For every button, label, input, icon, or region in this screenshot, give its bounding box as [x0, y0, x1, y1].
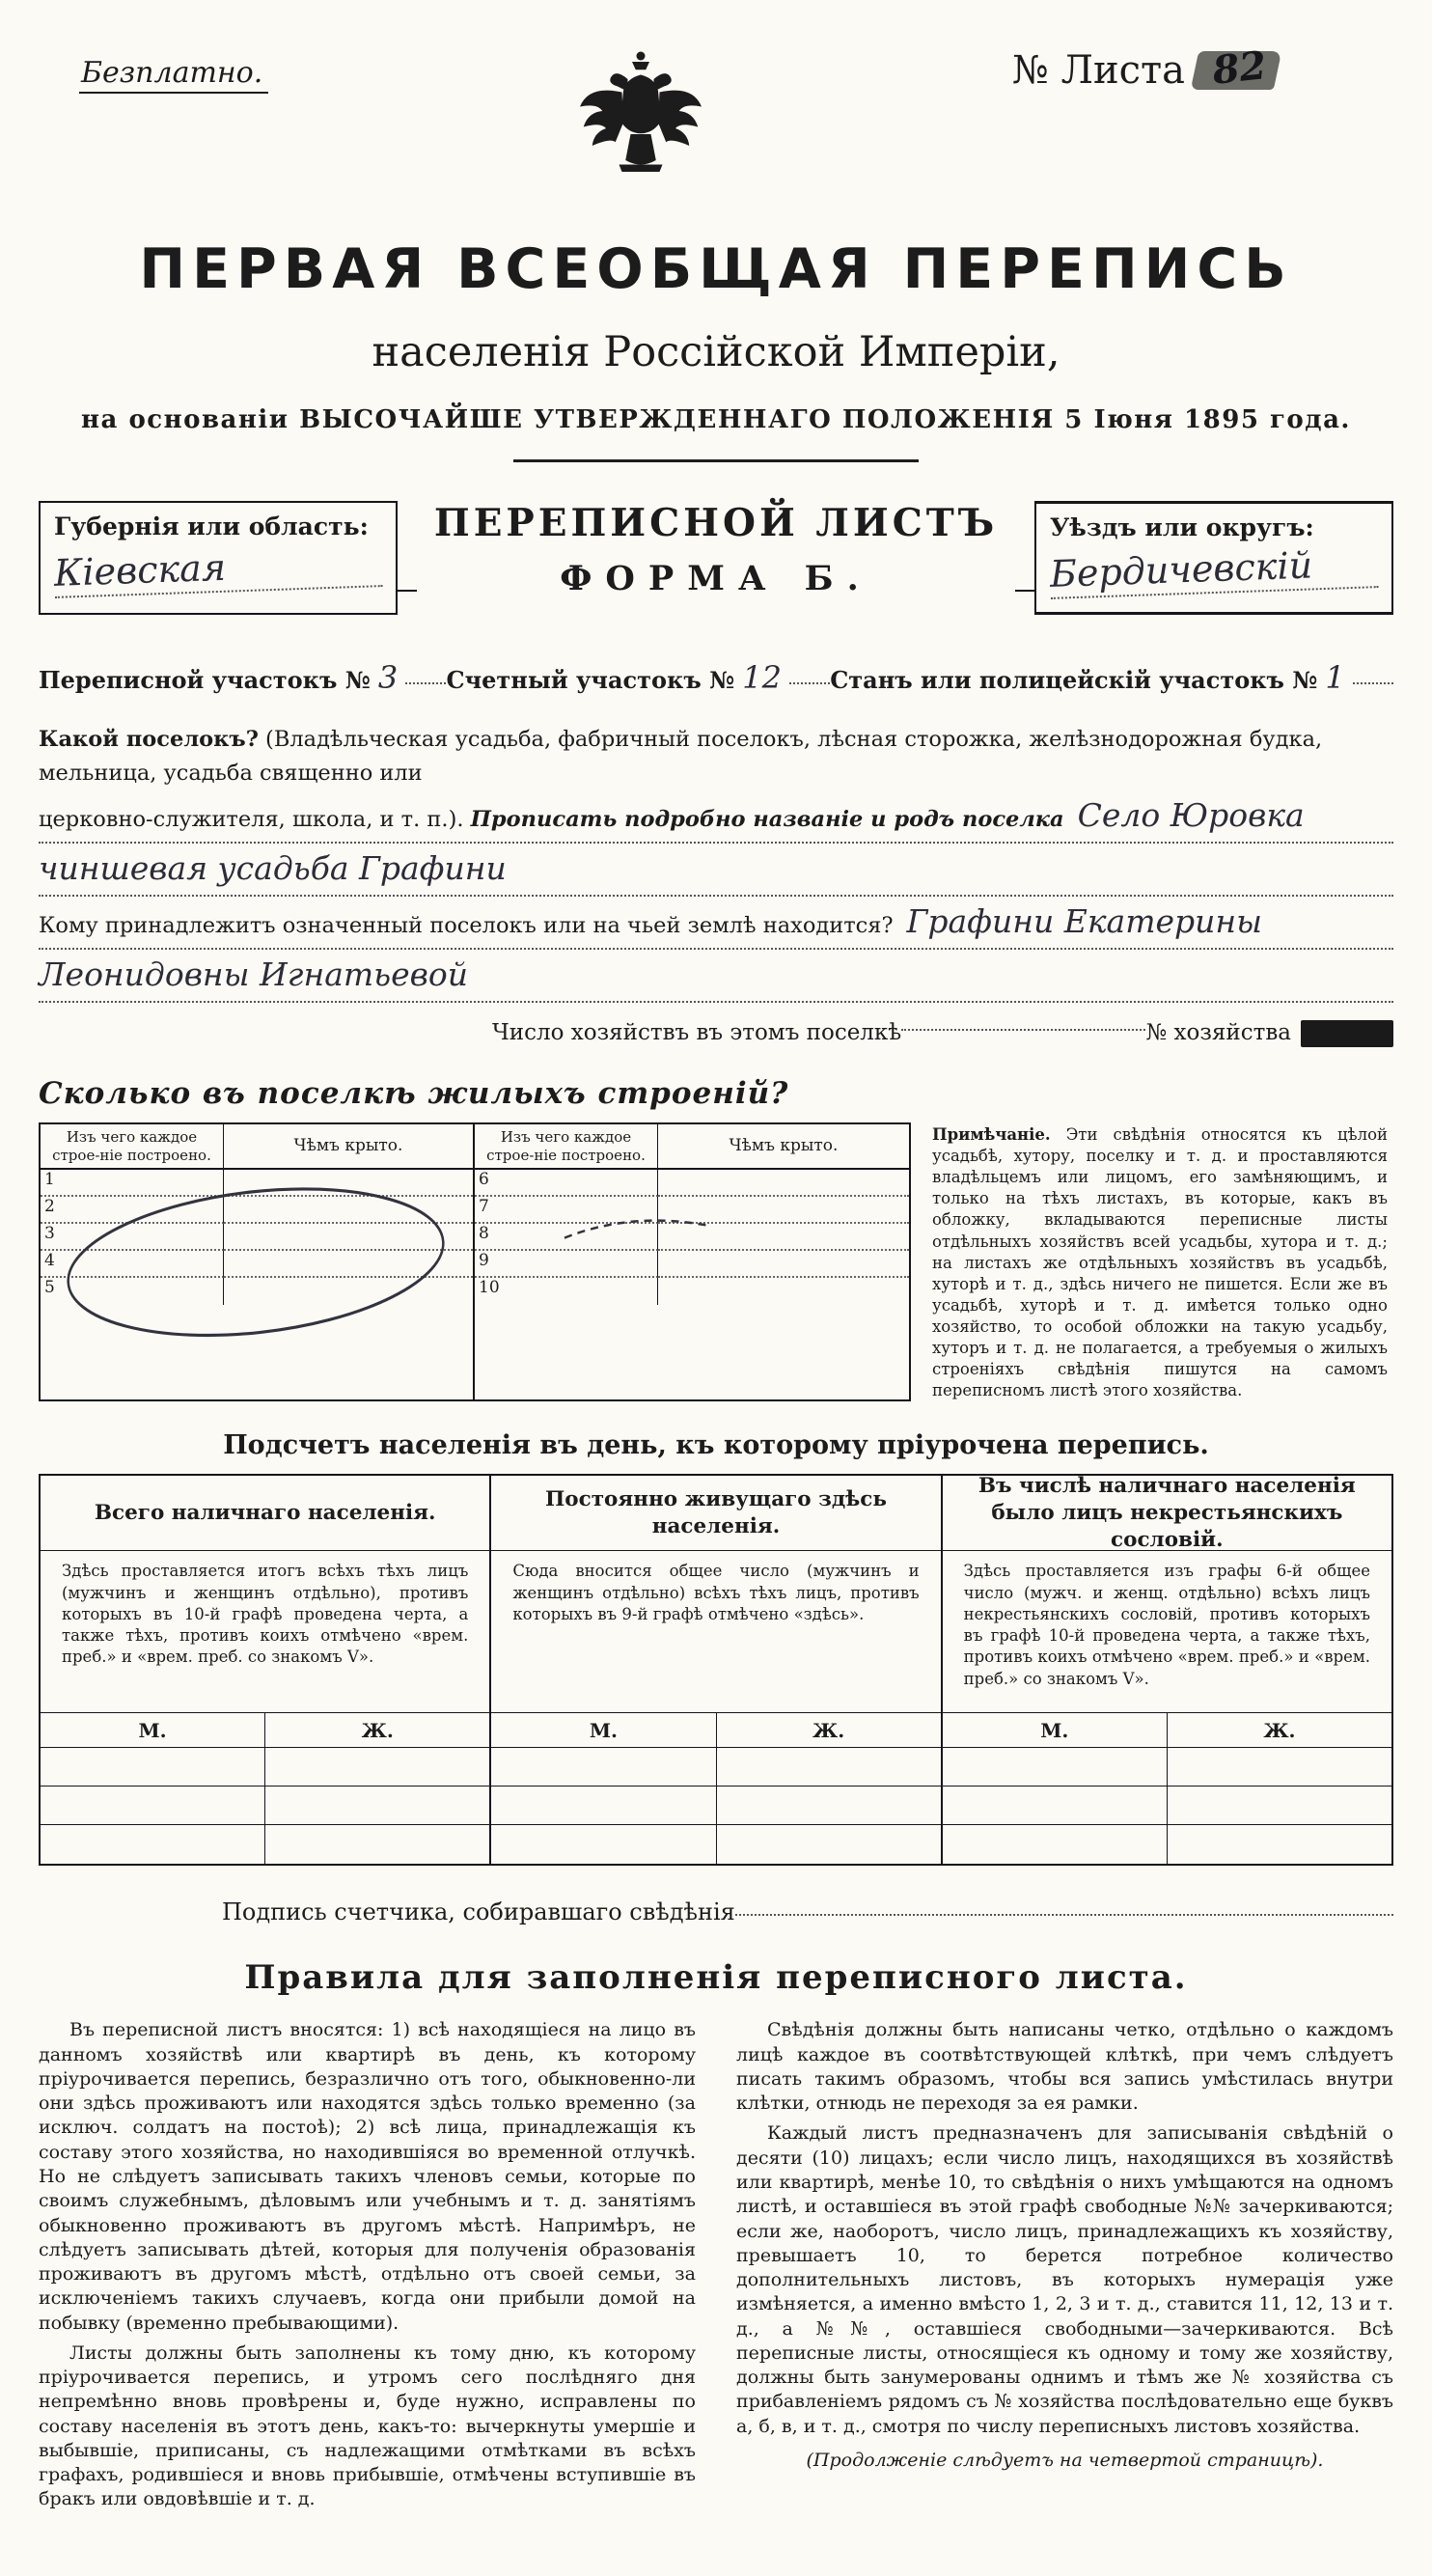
count-row [41, 1787, 489, 1825]
row-number: 10 [475, 1278, 658, 1305]
row-number: 9 [475, 1251, 658, 1278]
empty-count-cell [1167, 1787, 1391, 1824]
dotted-leader [405, 682, 446, 684]
gubernia-box [39, 501, 398, 615]
building-row [475, 1224, 909, 1251]
buildings-table-right [475, 1122, 911, 1401]
empty-count-cell [264, 1787, 489, 1824]
buildings-note [911, 1122, 1393, 1401]
rules-paragraph: Въ переписной листъ вносятся: 1) всѣ находящіеся на лицо въ данномъ хозяйствѣ или квартирѣ въ день, къ которому пріурочивается перепись, безразлично отъ того, обыкновенно-ли они здѣсь проживаютъ или находятся здѣсь только временно (за исключ. солдатъ на постоѣ); 2) всѣ лица, принадлежащія къ составу этого хозяйства, но находившіяся во временной отлучкѣ. Но не слѣдуетъ записывать такихъ членовъ семьи, которые по своимъ служебнымъ, дѣловымъ или учебнымъ и т. д. занятіямъ обыкновенно проживаютъ въ другомъ мѣстѣ. Напримѣръ, не слѣдуетъ записывать дѣтей, которыя для полученія образованія проживаютъ въ другомъ мѣстѣ, отдѣльно отъ своей семьи, за исключеніемъ такихъ случаевъ, когда они прибыли домой на побывку (временно пребывающими). [39, 2019, 696, 2334]
count-row [943, 1787, 1391, 1825]
population-column-permanent [489, 1476, 940, 1864]
row-number: 8 [475, 1224, 658, 1251]
building-row [475, 1197, 909, 1224]
owner-answer-line2: Леонидовны Игнатьевой [39, 956, 469, 994]
signature-line [735, 1914, 1393, 1916]
empty-count-cell [491, 1787, 715, 1824]
buildings-table-header [41, 1124, 473, 1171]
sheet-number-blot [1191, 42, 1282, 94]
population-column-total [41, 1476, 489, 1864]
free-of-charge-label: Безплатно. [79, 56, 268, 94]
owner-question-row [39, 897, 1393, 950]
roof-cell [658, 1197, 909, 1224]
count-precinct-value: 12 [742, 659, 782, 696]
settlement-answer-line1: Село Юровка [1077, 795, 1305, 834]
census-precinct-value: 3 [377, 659, 399, 696]
rules-right-column [736, 2018, 1393, 2517]
empty-count-cell [943, 1787, 1167, 1824]
uyezd-box [1034, 501, 1393, 615]
sheet-number-block [1012, 42, 1278, 94]
building-row [475, 1170, 909, 1197]
buildings-section-title: Сколько въ поселкѣ жилыхъ строеній? [39, 1075, 789, 1111]
roof-cell [224, 1224, 473, 1251]
household-no-redaction [1301, 1020, 1393, 1047]
column-description: Сюда вносится общее число (мужчинъ и женщинъ отдѣльно) всѣхъ тѣхъ лицъ, противъ которыхъ въ 9-й графѣ отмѣчено «здѣсь». [491, 1551, 940, 1713]
rules-title: Правила для заполненія переписного листа. [244, 1958, 1188, 1998]
uyezd-handwritten-value: Бердичевскій [1049, 541, 1378, 599]
population-column-nonpeasant [941, 1473, 1391, 1864]
rules-paragraph: Каждый листъ предназначенъ для записыванія свѣдѣній о десяти (10) лицахъ; если число лицъ, находящихся въ хозяйствѣ или квартирѣ, менѣе 10, то свѣдѣнія о нихъ умѣщаются на одномъ листѣ, и оставшіеся въ этой графѣ свободные №№ зачеркиваются; если же, наоборотъ, число лицъ, принадлежащихъ къ хозяйству, превышаетъ 10, то берется потребное количество дополнительныхъ листовъ, въ которыхъ нумерація уже измѣняется, а именно вмѣсто 1, 2, 3 и т. д., ставится 11, 12, 13 и т. д., а №№, оставшіеся свободными—зачеркиваются. Всѣ переписные листы, относящіеся къ одному и тому же хозяйству, должны быть занумерованы однимъ и тѣмъ же № хозяйства съ прибавленіемъ рядомъ съ № хозяйства послѣдовательно еще буквъ а, б, в, и т. д., смотря по числу переписныхъ листовъ хозяйства. [736, 2122, 1393, 2437]
right-rule [1015, 590, 1034, 592]
settlement-instruction: Прописать подробно названіе и родъ поселка [470, 806, 1064, 832]
roof-cell [658, 1170, 909, 1197]
row-number: 4 [41, 1251, 224, 1278]
census-subtitle: населенія Россійской Имперіи, [372, 328, 1060, 376]
count-row [943, 1825, 1391, 1864]
female-header: Ж. [716, 1713, 941, 1747]
male-female-header-row [491, 1713, 940, 1748]
form-title-block [417, 501, 1015, 598]
building-row [41, 1251, 473, 1278]
settlement-answer-row [39, 844, 1393, 897]
census-title: ПЕРВАЯ ВСЕОБЩАЯ ПЕРЕПИСЬ [139, 237, 1293, 301]
rules-left-column [39, 2018, 696, 2517]
count-row [491, 1825, 940, 1864]
male-header: М. [138, 1718, 167, 1742]
settlement-question-line2 [39, 790, 1393, 844]
signature-label: Подпись счетчика, собиравшаго свѣдѣнія [222, 1898, 735, 1926]
owner-question: Кому принадлежитъ означенный поселокъ или на чьей землѣ находится? [39, 913, 894, 939]
count-row [943, 1748, 1391, 1787]
building-row [41, 1224, 473, 1251]
continuation-note: (Продолженіе слѣдуетъ на четвертой страницѣ). [806, 2449, 1324, 2471]
column-header: Всего наличнаго населенія. [41, 1476, 489, 1551]
empty-count-cell [716, 1748, 941, 1786]
uyezd-label: Уѣздъ или округъ: [1050, 513, 1314, 541]
gubernia-handwritten-value: Кіевская [53, 540, 382, 598]
building-row [41, 1278, 473, 1305]
census-precinct-label: Переписной участокъ № [39, 666, 371, 694]
form-header-row [39, 501, 1393, 615]
row-number: 2 [41, 1197, 224, 1224]
settlement-question-label: Какой поселокъ? [39, 727, 259, 752]
form-subtitle: ФОРМА Б. [560, 559, 872, 598]
male-header: М. [589, 1718, 618, 1742]
empty-count-cell [264, 1825, 489, 1864]
empty-count-cell [491, 1748, 715, 1786]
legal-basis-line: на основаніи ВЫСОЧАЙШЕ УТВЕРЖДЕННАГО ПОЛОЖЕНІЯ 5 Іюня 1895 года. [81, 405, 1351, 434]
settlement-question-line1 [39, 723, 1393, 790]
settlement-section [39, 723, 1393, 1051]
count-row [41, 1825, 489, 1864]
roof-cell [224, 1251, 473, 1278]
rules-columns [39, 2018, 1393, 2517]
enumerator-signature-row [39, 1898, 1393, 1925]
empty-count-cell [1167, 1748, 1391, 1786]
empty-count-cell [716, 1825, 941, 1864]
buildings-table-left [39, 1122, 475, 1401]
column-header: Постоянно живущаго здѣсь населенія. [491, 1476, 940, 1551]
building-row [41, 1170, 473, 1197]
roof-cell [658, 1224, 909, 1251]
column-description: Здѣсь проставляется итогъ всѣхъ тѣхъ лицъ (мужчинъ и женщинъ отдѣльно), противъ которыхъ въ 10-й графѣ проведена черта, а также тѣхъ, противъ коихъ отмѣчено «врем. преб.» и «врем. преб. со знакомъ V». [41, 1551, 489, 1713]
buildings-table-header [475, 1124, 909, 1171]
male-header: М. [1040, 1718, 1069, 1742]
roof-cell [224, 1170, 473, 1197]
settlement-answer-line2: чиншевая усадьба Графини [39, 848, 507, 887]
roof-cell [658, 1251, 909, 1278]
households-line [39, 1016, 1393, 1051]
settlement-question-note2: церковно-служителя, школа, и т. п.). [39, 806, 464, 832]
empty-count-cell [264, 1748, 489, 1786]
count-precinct-label: Счетный участокъ № [446, 666, 735, 694]
count-row [41, 1748, 489, 1787]
rules-paragraph: Свѣдѣнія должны быть написаны четко, отдѣльно о каждомъ лицѣ каждое въ соотвѣтствующей клѣткѣ, при чемъ слѣдуетъ писать такимъ образомъ, чтобы вся запись умѣстилась внутри клѣтки, отнюдь не переходя за ея рамки. [736, 2019, 1393, 2115]
stan-label: Станъ или полицейскій участокъ № [830, 666, 1318, 694]
empty-count-cell [943, 1825, 1167, 1864]
population-table [39, 1474, 1393, 1866]
building-row [41, 1197, 473, 1224]
dotted-leader [901, 1029, 1145, 1031]
precinct-line [39, 659, 1393, 696]
count-row [491, 1787, 940, 1825]
row-number: 6 [475, 1170, 658, 1197]
male-female-header-row [41, 1713, 489, 1748]
roof-column-header: Чѣмъ крыто. [293, 1135, 403, 1155]
empty-count-cell [943, 1748, 1167, 1786]
roof-column-header: Чѣмъ крыто. [729, 1135, 839, 1155]
imperial-eagle-icon [268, 33, 1012, 195]
empty-count-cell [41, 1787, 264, 1824]
gubernia-label: Губернія или область: [54, 512, 369, 540]
column-header: Въ числѣ наличнаго населенія было лицъ некрестьянскихъ сословій. [943, 1476, 1391, 1551]
stan-value: 1 [1325, 659, 1345, 696]
female-header: Ж. [264, 1713, 489, 1747]
owner-answer-row [39, 950, 1393, 1003]
note-text: Эти свѣдѣнія относятся къ цѣлой усадьбѣ, хутору, поселку и т. д. и проставляются владѣльцемъ или лицомъ, его замѣняющимъ, и только на тѣхъ листахъ, въ которые, какъ въ обложку, вкладываются переписные листы отдѣльныхъ хозяйствъ всей усадьбы, хутора и т. д.; на листахъ же отдѣльныхъ хозяйствъ въ усадьбѣ, хуторѣ и т. д., здѣсь ничего не пишется. Если же въ усадьбѣ, хуторѣ и т. д. имѣется только одно хозяйство, то особой обложки на такую усадьбу, хуторъ и т. д. не полагается, а требуемыя о жилыхъ строеніяхъ свѣдѣнія пишутся на самомъ переписномъ листѣ этого хозяйства. [932, 1124, 1388, 1400]
roof-cell [658, 1278, 909, 1305]
count-row [491, 1748, 940, 1787]
population-section-title: Подсчетъ населенія въ день, къ которому пріурочена перепись. [223, 1430, 1209, 1461]
household-no-label: № хозяйства [1145, 1020, 1291, 1046]
dotted-leader [1353, 682, 1393, 684]
sheet-number-label: № Листа [1012, 48, 1185, 93]
empty-count-cell [491, 1825, 715, 1864]
buildings-tables [39, 1122, 1393, 1401]
form-title: ПЕРЕПИСНОЙ ЛИСТЪ [433, 501, 999, 545]
sheet-number-value: 82 [1210, 42, 1269, 94]
empty-count-cell [716, 1787, 941, 1824]
empty-count-cell [41, 1748, 264, 1786]
material-column-header: Изъ чего каждое строе-ніе построено. [475, 1124, 658, 1169]
male-female-header-row [943, 1713, 1391, 1748]
material-column-header: Изъ чего каждое строе-ніе построено. [41, 1124, 224, 1169]
left-rule [398, 590, 417, 592]
households-label: Число хозяйствъ въ этомъ поселкѣ [492, 1020, 902, 1046]
row-number: 7 [475, 1197, 658, 1224]
title-divider [513, 459, 919, 462]
roof-cell [224, 1278, 473, 1305]
building-row [475, 1251, 909, 1278]
note-title: Примѣчаніе. [932, 1124, 1051, 1144]
roof-cell [224, 1197, 473, 1224]
page-header [39, 33, 1393, 195]
rules-paragraph: Листы должны быть заполнены къ тому дню, къ которому пріурочивается перепись, и утромъ сего послѣдняго дня непремѣнно вновь провѣрены и, буде нужно, исправлены по составу населенія въ этотъ день, какъ-то: вычеркнуты умершіе и выбывшіе, приписаны, съ надлежащими отмѣтками въ всѣхъ графахъ, родившіеся и вновь прибывшіе, отмѣчены вступившіе въ бракъ или овдовѣвшіе и т. д. [39, 2341, 696, 2510]
settlement-question-note1: (Владѣльческая усадьба, фабричный поселокъ, лѣсная сторожка, желѣзнодорожная будка, мельница, усадьба священно или [39, 727, 1323, 786]
empty-count-cell [1167, 1825, 1391, 1864]
row-number: 5 [41, 1278, 224, 1305]
column-description: Здѣсь проставляется изъ графы 6-й общее число (мужч. и женщ. отдѣльно) всѣхъ лицъ некрестьянскихъ сословій, противъ которыхъ въ графѣ 10-й проведена черта, а также тѣхъ, противъ коихъ отмѣчено «врем. преб.» и «врем. преб.» со знакомъ V». [943, 1551, 1391, 1713]
empty-count-cell [41, 1825, 264, 1864]
building-row [475, 1278, 909, 1305]
row-number: 3 [41, 1224, 224, 1251]
dotted-leader [789, 682, 830, 684]
row-number: 1 [41, 1170, 224, 1197]
owner-answer-line1: Графини Екатерины [906, 902, 1263, 941]
female-header: Ж. [1167, 1713, 1391, 1747]
